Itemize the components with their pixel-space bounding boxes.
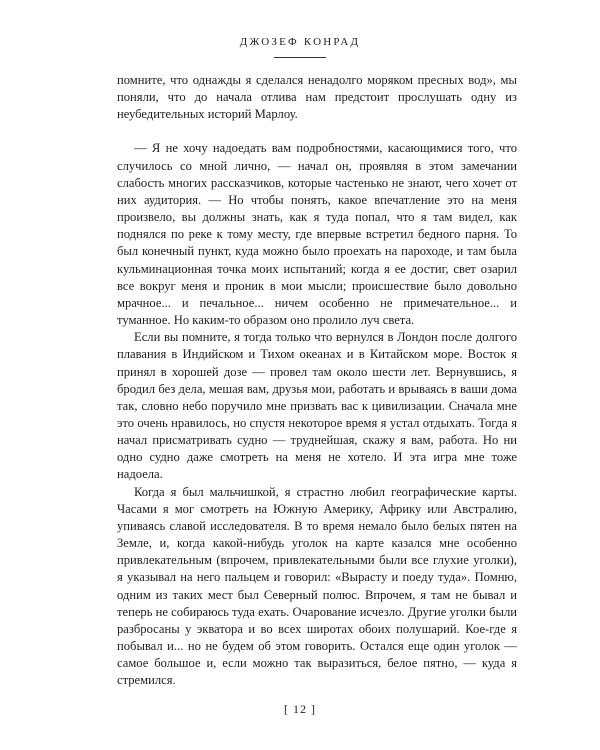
running-title: ДЖОЗЕФ КОНРАД xyxy=(239,36,361,48)
page-number: [ 12 ] xyxy=(284,702,316,716)
paragraph: Если вы помните, я тогда только что вернулся в Лондон после долгого плавания в Индийском и Тихом океанах и в Китайском море. Восток я принял в хорошей дозе — провел там около шести лет. Вернувшись, я бродил без дела, мешая вам, друзья мои, работать и врываясь в ваши дома так, словно небо поручило мне призвать вас к цивилизации. Сначала мне это очень нравилось, но спустя некоторое время я устал отдыхать. Тогда я начал присматривать судно — труднейшая, скажу я вам, работа. Но ни одно судно даже смотреть на меня не хотело. И эта игра мне тоже надоела. xyxy=(117,330,517,482)
paragraph: Когда я был мальчишкой, я страстно любил географические карты. Часами я мог смотреть на Южную Америку, Африку или Австралию, упиваясь славой исследователя. В то время немало было белых пятен на Земле, и, когда какой-нибудь уголок на карте казался мне особенно привлекательным (впрочем, привлекательными были все глухие уголки), я указывал на него пальцем и говорил: «Вырасту и поеду туда». Помню, одним из таких мест был Северный полюс. Впрочем, я там не бывал и теперь не собираюсь туда ехать. Очарование исчезло. Другие уголки были разбросаны у экватора и во всех широтах обоих полушарий. Кое-где я побывал и... но не будем об этом говорить. Остался еще один уголок — самое большое и, если можно так выразиться, белое пятно, — куда я стремился. xyxy=(117,484,517,688)
header-rule xyxy=(274,57,326,58)
body-text xyxy=(117,72,517,689)
paragraph: — Я не хочу надоедать вам подробностями, касающимися того, что случилось со мной лично, — начал он, проявляя в этом замечании слабость многих рассказчиков, которые частенько не знают, чего хочет от них аудитория. — Но чтобы понять, какое впечатление это на меня произвело, вы должны знать, как я туда попал, что я там видел, как поднялся по реке к тому месту, где впервые встретил бедного парня. То был конечный пункт, куда можно было проехать на пароходе, и там была кульминационная точка моих испытаний; когда я ее достиг, свет озарил все вокруг меня и проник в мои мысли; происшествие было довольно мрачное... и печальное... ничем особенно не примечательное... и туманное. Но каким-то образом оно пролило луч света. xyxy=(117,141,517,328)
paragraph-continuation: помните, что однажды я сделался ненадолго моряком пресных вод», мы поняли, что до начала отлива нам предстоит прослушать одну из неубедительных историй Марлоу. xyxy=(117,73,517,122)
